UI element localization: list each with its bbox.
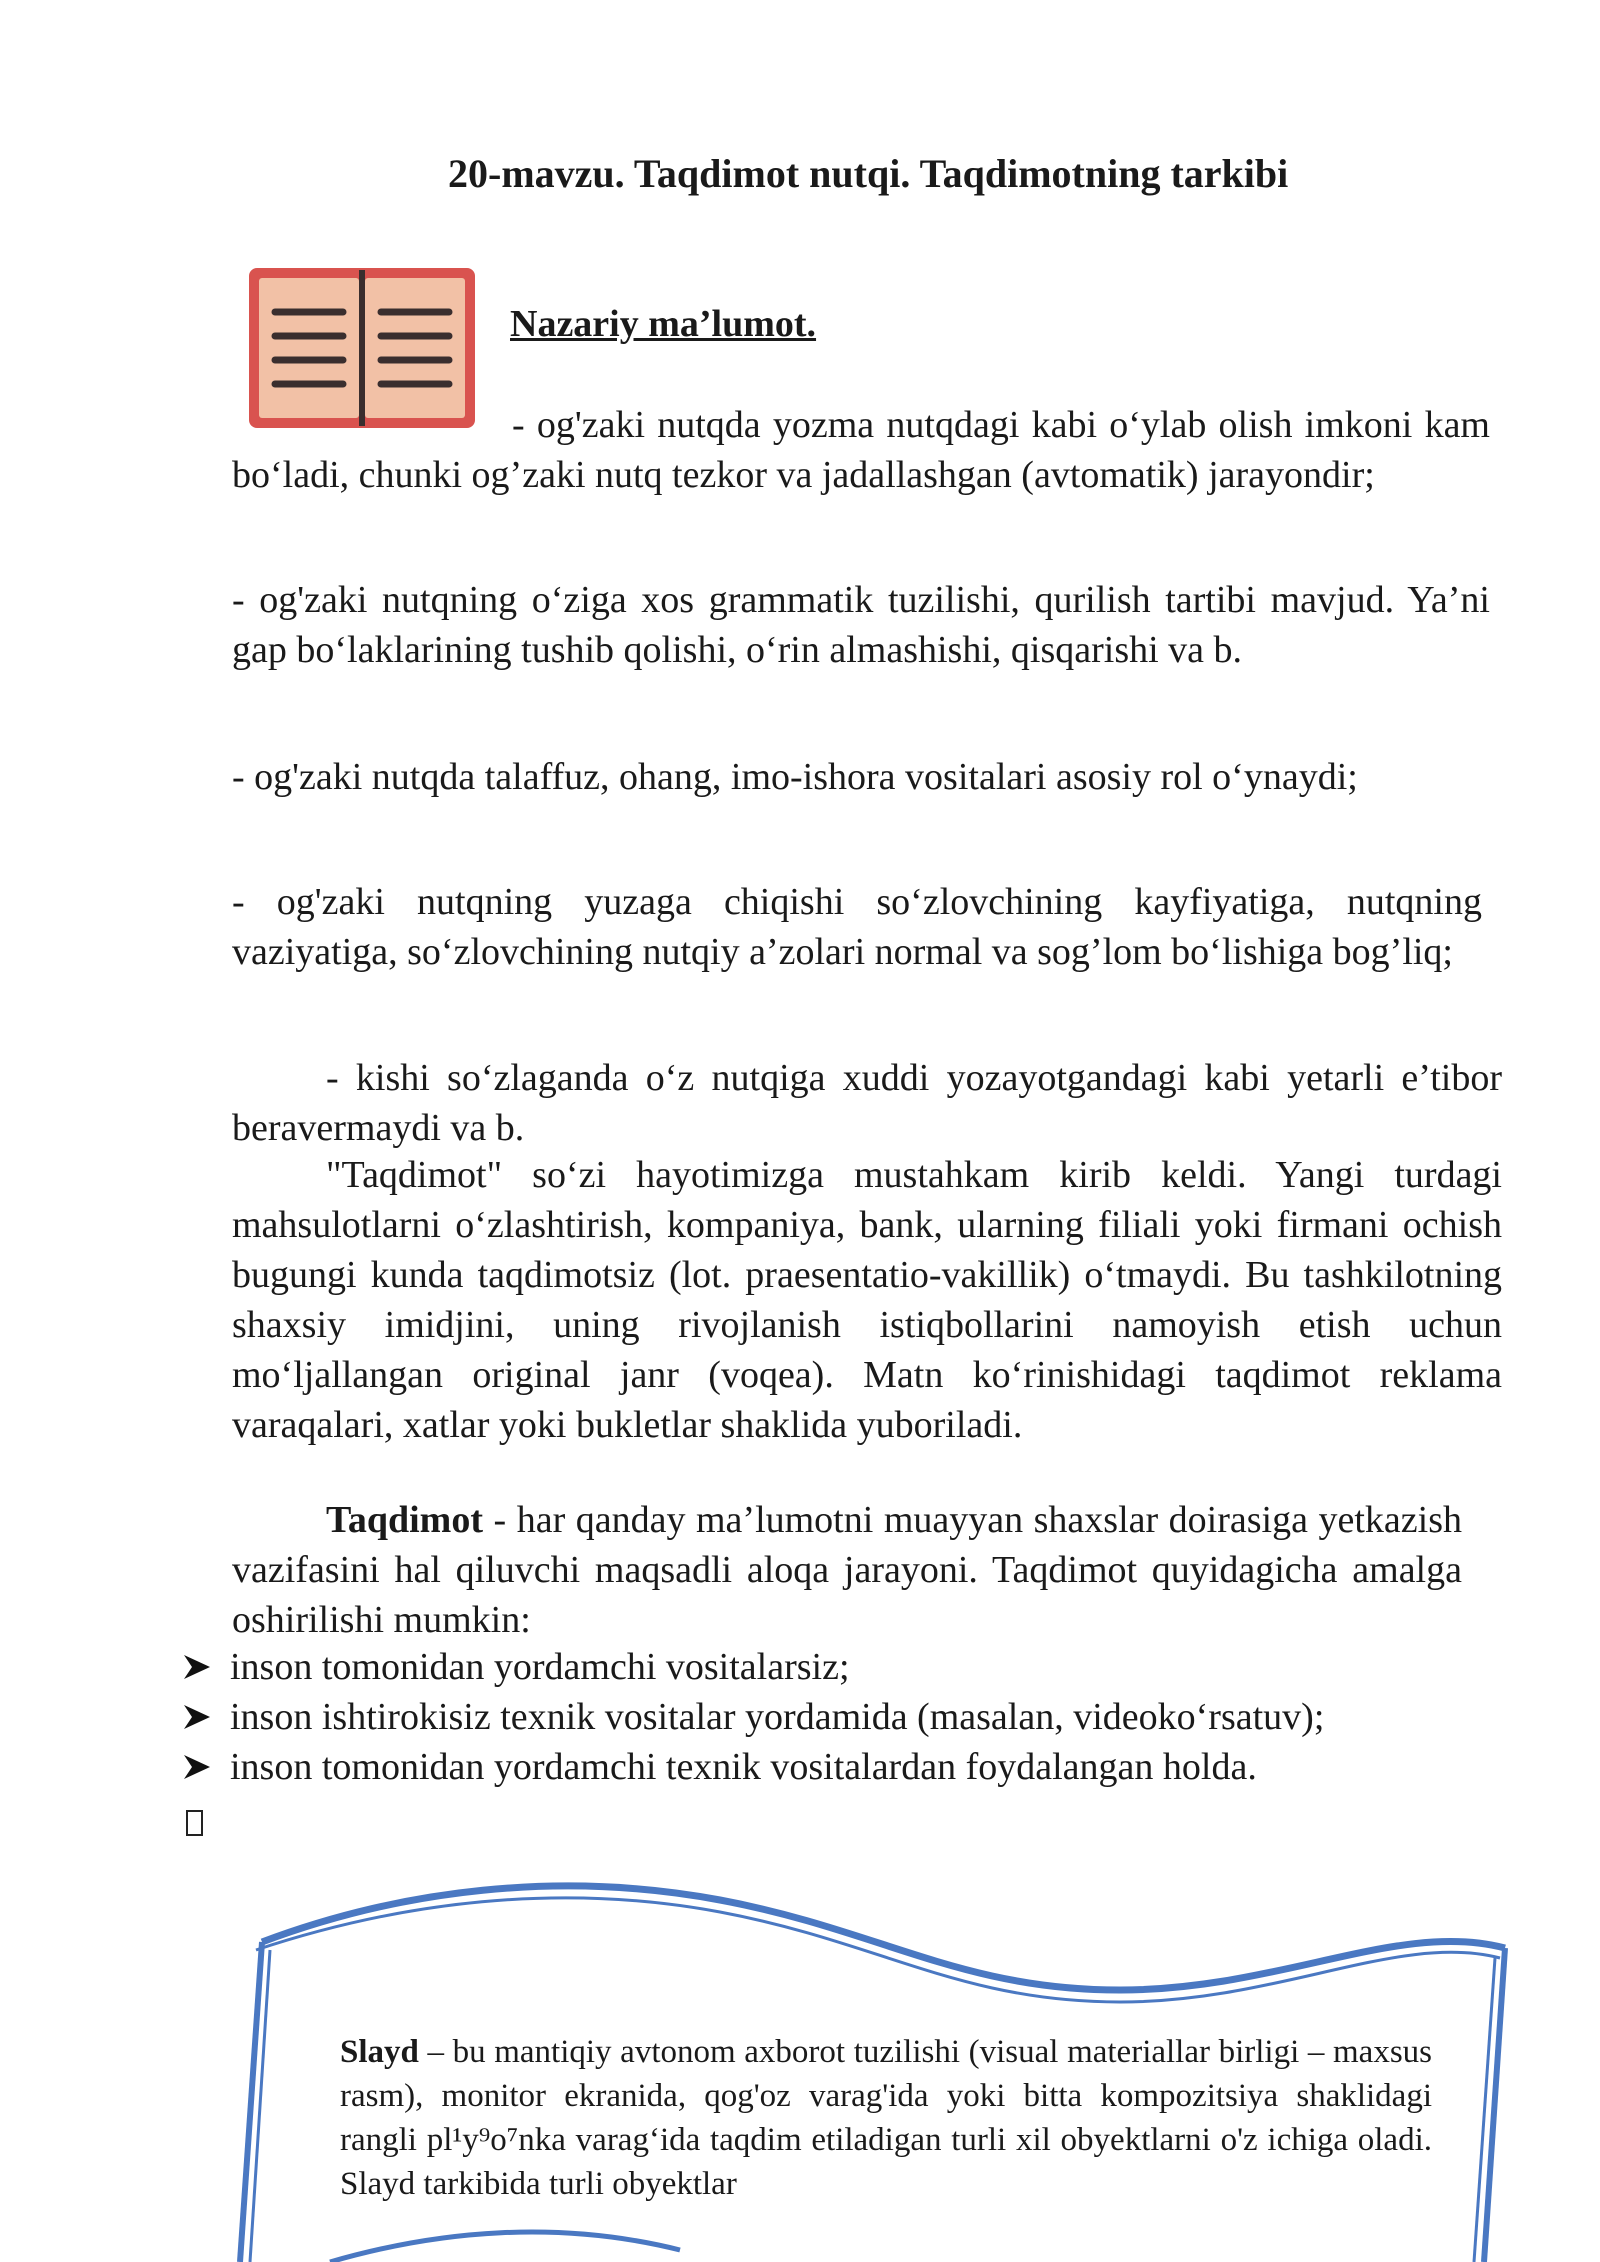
- paragraph-5: - kishi so‘zlaganda o‘z nutqiga xuddi yozayotgandagi kabi yetarli e’tibor beravermaydi va b.: [232, 1057, 1502, 1149]
- term-slayd: Slayd: [340, 2034, 419, 2070]
- section-heading: Nazariy ma’lumot.: [510, 303, 817, 345]
- paragraph-6: "Taqdimot" so‘zi hayotimizga mustahkam kirib keldi. Yangi turdagi mahsulotlarni o‘zlashtirish, kompaniya, bank, ularning filiali yoki firmani ochish bugungi kunda taqdimotsiz (lot. praesentatio-vakillik) o‘tmaydi. Bu tashkilotning shaxsiy imidjini, uning rivojlanish istiqbollarini namoyish etish uchun mo‘ljallangan original janr (voqea). Matn ko‘rinishidagi taqdimot reklama varaqalari, xatlar yoki bukletlar shaklida yuboriladi.: [232, 1154, 1502, 1446]
- paragraph-3: - og'zaki nutqda talaffuz, ohang, imo-ishora vositalari asosiy rol o‘ynaydi;: [232, 756, 1358, 798]
- arrowhead-bullet-icon: [180, 1742, 214, 1792]
- paragraph-2: - og'zaki nutqning o‘ziga xos grammatik tuzilishi, qurilish tartibi mavjud. Ya’ni gap bo‘laklarining tushib qolishi, o‘rin almashishi, qisqarishi va b.: [232, 579, 1490, 671]
- arrowhead-bullet-icon: [180, 1642, 214, 1692]
- bullet-list: [180, 1642, 1500, 1792]
- list-item: [180, 1742, 1500, 1792]
- bullet-text: inson tomonidan yordamchi texnik vositalardan foydalangan holda.: [230, 1746, 1257, 1788]
- list-item: [180, 1692, 1500, 1742]
- paragraph-1: - og'zaki nutqda yozma nutqdagi kabi o‘ylab olish imkoni kam bo‘ladi, chunki og’zaki nutq tezkor va jadallashgan (avtomatik) jarayondir;: [232, 404, 1490, 496]
- bullet-text: inson ishtirokisiz texnik vositalar yordamida (masalan, videoko‘rsatuv);: [230, 1696, 1325, 1738]
- paragraph-7: [232, 1495, 1462, 1645]
- slide-definition-text: – bu mantiqiy avtonom axborot tuzilishi (visual materiallar birligi – maxsus rasm), monitor ekranida, qog'oz varag'ida yoki bitta kompozitsiya shaklidagi rangli pl¹y⁹o⁷nka varag‘ida taqdim etiladigan turli xil obyektlarni o'z ichiga oladi. Slayd tarkibida turli obyektlar: [340, 2034, 1432, 2202]
- list-item: [180, 1642, 1500, 1692]
- empty-box-glyph: [186, 1810, 203, 1836]
- arrowhead-bullet-icon: [180, 1692, 214, 1742]
- term-taqdimot: Taqdimot: [326, 1499, 483, 1541]
- document-title: 20-mavzu. Taqdimot nutqi. Taqdimotning tarkibi: [448, 151, 1289, 196]
- paragraph-7-text: - har qanday ma’lumotni muayyan shaxslar doirasiga yetkazish vazifasini hal qiluvchi maqsadli aloqa jarayoni. Taqdimot quyidagicha amalga oshirilishi mumkin:: [232, 1499, 1462, 1641]
- paragraph-4: - og'zaki nutqning yuzaga chiqishi so‘zlovchining kayfiyatiga, nutqning vaziyatiga, so‘zlovchining nutqiy a’zolari normal va sog’lom bo‘lishiga bog’liq;: [232, 881, 1482, 973]
- bullet-text: inson tomonidan yordamchi vositalarsiz;: [230, 1646, 850, 1688]
- slide-definition: [340, 2030, 1432, 2202]
